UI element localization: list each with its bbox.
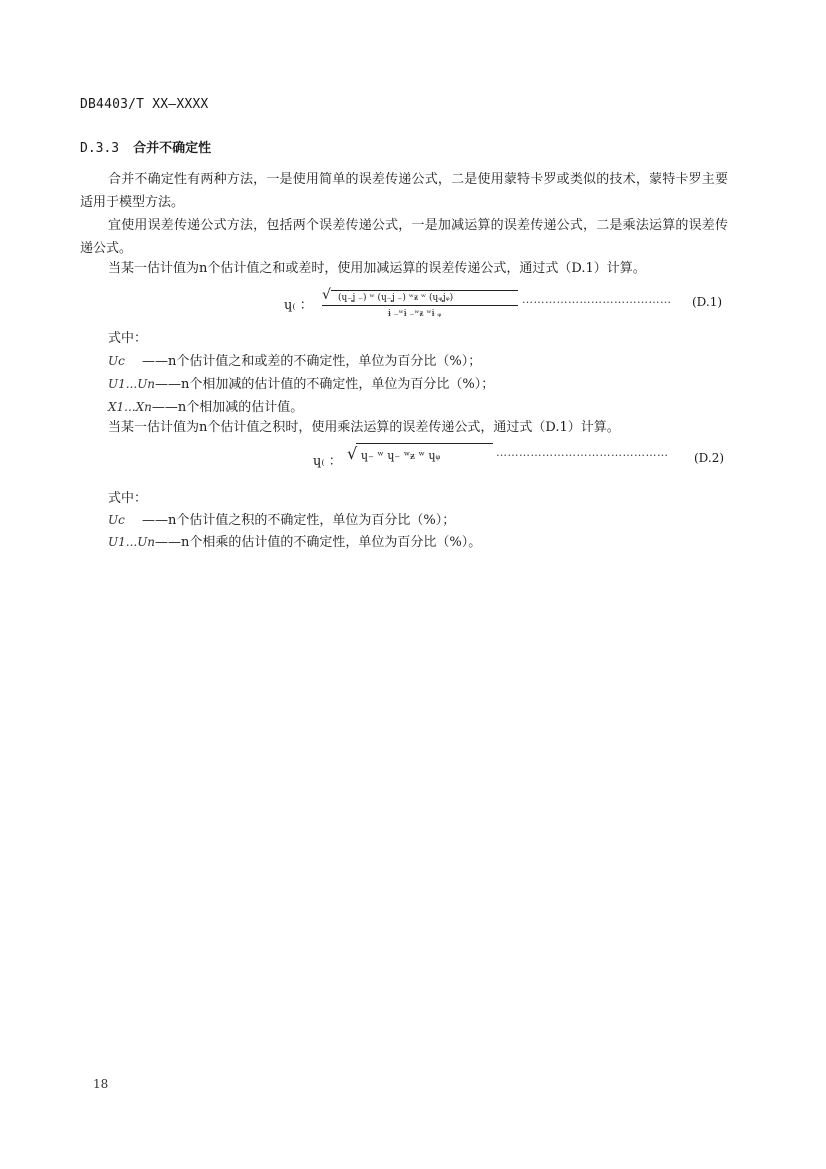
eq1-numerator: (ɥ₋ʝ ₋) ʷ (ɥ₋ʝ ₋) ʷᵶ ʷ (ɥᵩʝᵩ) (338, 293, 454, 303)
where1-row-3: X1...Xn——n个相加减的估计值。 (108, 400, 304, 415)
radical-sign-icon: √ (322, 287, 331, 303)
paragraph-2: 宜使用误差传递公式方法，包括两个误差传递公式，一是加减运算的误差传递公式，二是乘法运算的误差传递公式。 (80, 218, 728, 256)
where2-row-2: U1...Un——n个相乘的估计值的不确定性，单位为百分比（%）。 (108, 535, 482, 550)
radical-bar (331, 290, 518, 291)
where-intro-1: 式中： (108, 331, 148, 346)
eq1-label: (D.1) (692, 295, 723, 309)
eq1-denominator: ɨ ₋ʷɨ ₋ʷᵶ ʷɨ ᵩ (388, 309, 442, 319)
paragraph-4: 当某一估计值为n个估计值之积时，使用乘法运算的误差传递公式，通过式（D.1）计算。 (108, 420, 620, 435)
eq2-lhs: ɥ₍ ： (313, 454, 342, 469)
eq2-body: ɥ₋ ʷ ɥ₋ ʷᵶ ʷ ɥᵩ (361, 449, 441, 462)
eq1-lhs: ɥ₍ ： (284, 298, 313, 313)
fraction-bar (322, 305, 518, 306)
eq1-fraction (322, 289, 518, 319)
eq2-label: (D.2) (694, 451, 725, 465)
page-number: 18 (93, 1077, 109, 1091)
section-title: 合并不确定性 (133, 141, 212, 156)
radical-sign-icon: √ (347, 444, 358, 463)
paragraph-1: 合并不确定性有两种方法，一是使用简单的误差传递公式，二是使用蒙特卡罗或类似的技术，蒙特卡罗主要适用于模型方法。 (80, 172, 728, 210)
section-number: D.3.3 (80, 141, 120, 156)
radical-bar (356, 443, 493, 444)
eq2-leader-dots: ……………………………………… (496, 446, 669, 459)
eq1-leader-dots: ………………………………… (522, 293, 672, 306)
section-heading (80, 137, 211, 156)
paragraph-3: 当某一估计值为n个估计值之和或差时，使用加减运算的误差传递公式，通过式（D.1）计算。 (108, 261, 646, 276)
where1-row-2: U1...Un——n个相加减的估计值的不确定性，单位为百分比（%）； (108, 377, 495, 392)
equation-d2 (313, 441, 728, 471)
document-code: DB4403/T XX—XXXX (80, 97, 209, 112)
where1-row-1: Uc ——n个估计值之和或差的不确定性，单位为百分比（%）； (108, 354, 482, 369)
where-intro-2: 式中： (108, 491, 148, 506)
equation-d1 (284, 289, 728, 323)
where2-row-1: Uc ——n个估计值之积的不确定性，单位为百分比（%）； (108, 513, 456, 528)
